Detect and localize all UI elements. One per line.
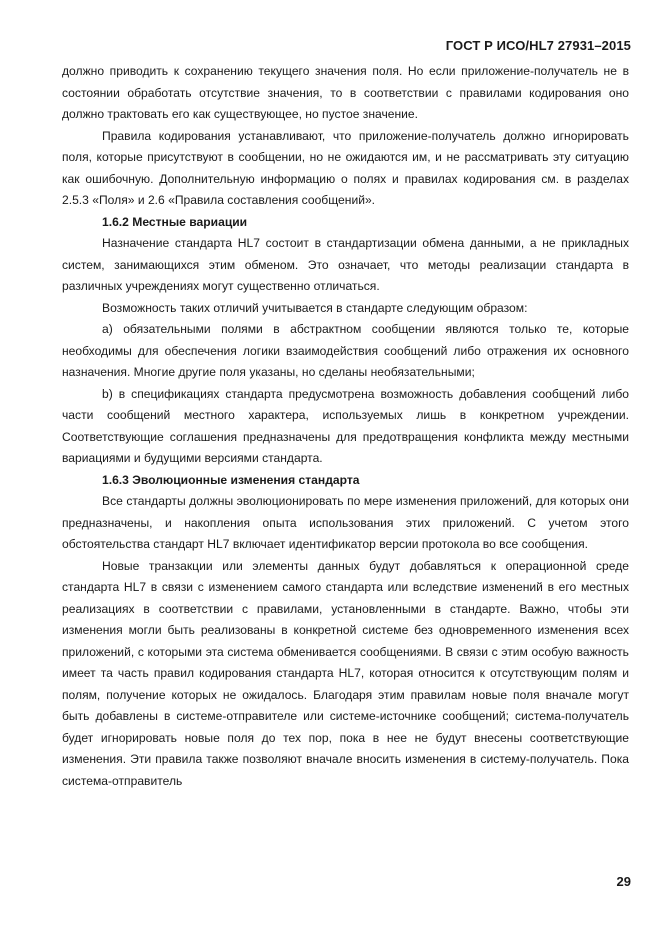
- paragraph-standards-evolve: Все стандарты должны эволюционировать по мере изменения приложений, для которых они предназначены, и накопления опыта использования этих приложений. С учетом этого обстоятельства стандарт HL7 включает идентификатор версии протокола во все сообщения.: [62, 494, 629, 551]
- paragraph-continuation: должно приводить к сохранению текущего значения поля. Но если приложение-получатель не в состоянии обработать отсутствие значения, то в соответствии с правилами кодирования оно должно трактовать его как существующее, но пустое значение.: [62, 64, 629, 121]
- paragraph-standard-purpose: Назначение стандарта HL7 состоит в стандартизации обмена данными, а не прикладных систем, занимающихся этим обменом. Это означает, что методы реализации стандарта в различных учреждениях могут существенно отличаться.: [62, 236, 629, 293]
- section-heading-local-variations: 1.6.2 Местные вариации: [102, 214, 248, 229]
- paragraph-new-transactions: Новые транзакции или элементы данных будут добавляться к операционной среде стандарта HL7 в связи с изменением самого стандарта или вследствие изменений в его местных реализациях в соответствии с правилами, установленными в стандарте. Важно, чтобы эти изменения могли быть реализованы в конкретной системе без одновременного изменения всех приложений, с которыми эта система обменивается сообщениями. В связи с этим особую важность имеет та часть правил кодирования стандарта HL7, которая относится к отсутствующим полям и полям, получение которых не ожидалось. Благодаря этим правилам новые поля вначале могут быть добавлены в системе-отправителе или системе-источнике сообщений; система-получатель будет игнорировать новые поля до тех пор, пока в нее не будут внесены соответствующие изменения. Эти правила также позволяют вначале вносить изменения в систему-получатель. Пока система-отправитель: [62, 558, 629, 788]
- paragraph-variations-intro: Возможность таких отличий учитывается в стандарте следующим образом:: [102, 300, 528, 315]
- document-header: ГОСТ Р ИСО/HL7 27931–2015: [445, 38, 631, 53]
- section-heading-evolutionary-changes: 1.6.3 Эволюционные изменения стандарта: [102, 472, 360, 487]
- document-body: [62, 61, 629, 792]
- paragraph-coding-rules: Правила кодирования устанавливают, что приложение-получатель должно игнорировать поля, которые присутствуют в сообщении, но не ожидаются им, и не рассматривать эту ситуацию как ошибочную. Дополнительную информацию о полях и правилах кодирования см. в разделах 2.5.3 «Поля» и 2.6 «Правила составления сообщений».: [62, 128, 629, 207]
- page-number: 29: [616, 874, 631, 889]
- list-item-b: b) в спецификациях стандарта предусмотрена возможность добавления сообщений либо части сообщений местного характера, используемых лишь в конкретном учреждении. Соответствующие соглашения предназначены для предотвращения конфликта между местными вариациями и будущими версиями стандарта.: [62, 386, 629, 465]
- list-item-a: a) обязательными полями в абстрактном сообщении являются только те, которые необходимы для обеспечения логики взаимодействия сообщений либо отражения их основного назначения. Многие другие поля указаны, но сделаны необязательными;: [62, 322, 629, 379]
